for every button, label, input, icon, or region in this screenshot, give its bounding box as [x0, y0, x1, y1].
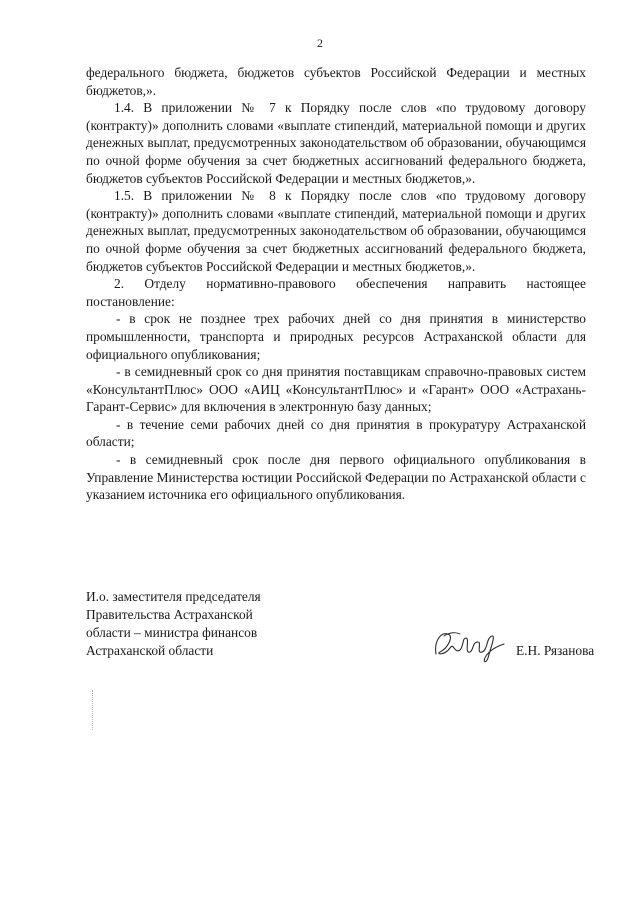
- paragraph-1-4: 1.4. В приложении № 7 к Порядку после слов «по трудовому договору (контракту)» дополнить словами «выплате стипендий, материальной помощи и других денежных выплат, предусмотренных законодательством об образовании, обучающимся по очной форме обучения за счет бюджетных ассигнований федерального бюджета, бюджетов субъектов Российской Федерации и местных бюджетов,».: [86, 100, 586, 186]
- signatory-title: [86, 588, 346, 660]
- paragraph-continuation: федерального бюджета, бюджетов субъектов Российской Федерации и местных бюджетов,».: [86, 65, 586, 98]
- paragraph-1-5: 1.5. В приложении № 8 к Порядку после слов «по трудовому договору (контракту)» дополнить словами «выплате стипендий, материальной помощи и других денежных выплат, предусмотренных законодательством об образовании, обучающимся по очной форме обучения за счет бюджетных ассигнований федерального бюджета, бюджетов субъектов Российской Федерации и местных бюджетов,».: [86, 188, 586, 274]
- list-item-justice-ministry: - в семидневный срок после дня первого официального опубликования в Управление Министерства юстиции Российской Федерации по Астраханской области с указанием источника его официального опубликования.: [86, 452, 586, 503]
- scan-margin-mark: [92, 690, 95, 730]
- signatory-title-line: Правительства Астраханской: [86, 607, 253, 622]
- paragraph-2: 2. Отделу нормативно-правового обеспечения направить настоящее постановление:: [86, 276, 586, 309]
- signatory-title-line: области – министра финансов: [86, 625, 258, 640]
- signatory-title-line: И.о. заместителя председателя: [86, 589, 261, 604]
- document-body: [86, 64, 586, 504]
- list-item-legal-systems: - в семидневный срок со дня принятия поставщикам справочно-правовых систем «КонсультантПлюс» ООО «АИЦ «КонсультантПлюс» и «Гарант» ООО «Астрахань-Гарант-Сервис» для включения в электронную базу данных;: [86, 364, 586, 415]
- list-item-prosecutor: - в течение семи рабочих дней со дня принятия в прокуратуру Астраханской области;: [86, 416, 586, 450]
- list-item-ministry: - в срок не позднее трех рабочих дней со дня принятия в министерство промышленности, транспорта и природных ресурсов Астраханской области для официального опубликования;: [86, 311, 586, 362]
- signature-block: [86, 588, 595, 668]
- signatory-name: Е.Н. Рязанова: [516, 643, 595, 658]
- signatory-title-line: Астраханской области: [86, 643, 214, 658]
- page-number: 2: [317, 36, 323, 50]
- handwritten-signature: [430, 624, 510, 668]
